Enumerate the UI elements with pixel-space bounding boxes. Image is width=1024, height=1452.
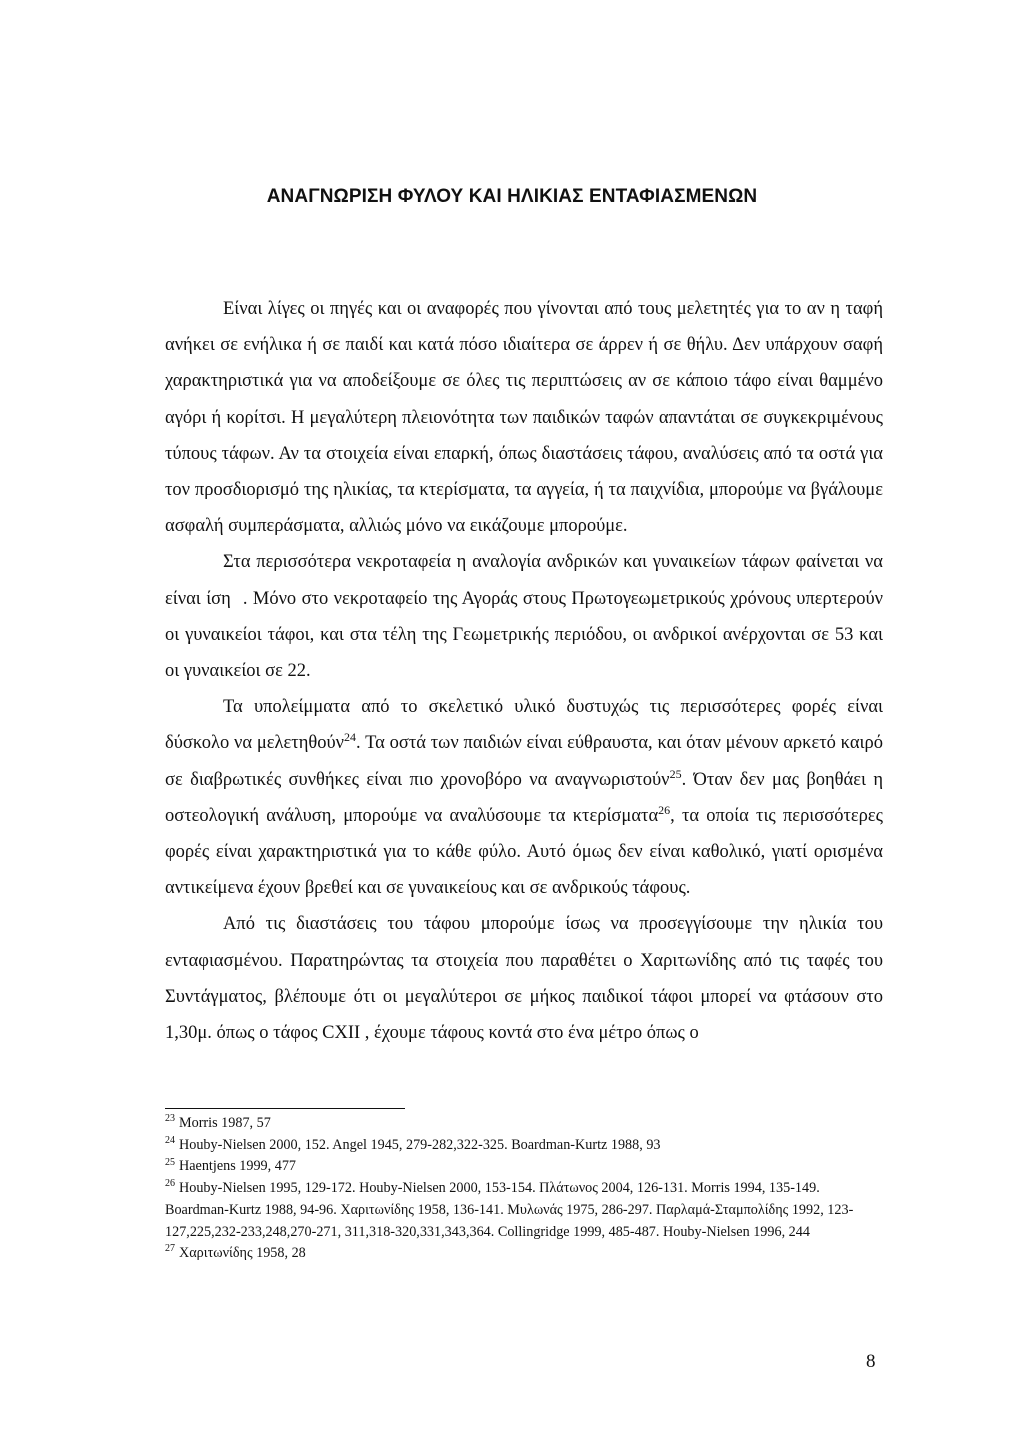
footnote-ref[interactable]: 23 [230, 585, 243, 600]
text-span: . Τα οστά των παιδιών είναι εύθραυστα, και όταν μένουν αρκετό καιρό σε διαβρωτικές συνθήκες είναι πιο χρονοβόρο να αναγνωριστούν [165, 733, 883, 790]
footnote-number: 25 [165, 1156, 175, 1168]
text-span: , τα οποία τις περισσότερες φορές είναι χαρακτηριστικά για το κάθε φύλο. Αυτό όμως δεν είναι καθολικό, γιατί ορισμένα αντικείμενα έχουν βρεθεί και σε γυναικείους και σε ανδρικούς τάφους. [165, 805, 883, 899]
footnote-ref[interactable]: 24 [344, 730, 357, 745]
footnote-number: 24 [165, 1134, 175, 1146]
footnote [165, 1135, 885, 1157]
page-title: ΑΝΑΓΝΩΡΙΣΗ ΦΥΛΟΥ ΚΑΙ ΗΛΙΚΙΑΣ ΕΝΤΑΦΙΑΣΜΕΝΩΝ [266, 186, 758, 207]
text-span: Τα υπολείμματα από το σκελετικό υλικό δυστυχώς τις περισσότερες φορές είναι δύσκολο να μελετηθούν [165, 697, 883, 754]
footnote-ref[interactable]: 25 [669, 766, 682, 781]
paragraph [165, 689, 883, 906]
footnote [165, 1178, 885, 1243]
footnote-text: Morris 1987, 57 [179, 1115, 271, 1131]
footnote-text: Houby-Nielsen 2000, 152. Angel 1945, 279-282,322-325. Boardman-Kurtz 1988, 93 [179, 1136, 661, 1153]
footnote-text: Haentjens 1999, 477 [179, 1158, 297, 1175]
page-number: 8 [866, 1351, 876, 1372]
text-span: Στα περισσότερα νεκροταφεία η αναλογία ανδρικών και γυναικείων τάφων φαίνεται να είναι ίση [165, 552, 883, 609]
paragraph [165, 544, 883, 689]
footnote-text: Houby-Nielsen 1995, 129-172. Houby-Nielsen 2000, 153-154. Πλάτωνος 2004, 126-131. Morris 1994, 135-149. Boardman-Kurtz 1988, 94-96. Χαριτωνίδης 1958, 136-141. Μυλωνάς 1975, 286-297. Παρλαμά-Σταμπολίδης 1992, 123-127,225,232-233,248,270-271, 311,318-320,331,343,364. Collingridge 1999, 485-487. Houby-Nielsen 1996, 244 [165, 1180, 854, 1240]
paragraph: Από τις διαστάσεις του τάφου μπορούμε ίσως να προσεγγίσουμε την ηλικία του ενταφιασμένου. Παρατηρώντας τα στοιχεία που παραθέτει ο Χαριτωνίδης από τις ταφές του Συντάγματος, βλέπουμε ότι οι μεγαλύτεροι σε μήκος παιδικοί τάφοι μπορεί να φτάσουν στο 1,30μ. όπως ο τάφος CXII , έχουμε τάφους κοντά στο ένα μέτρο όπως ο [165, 914, 883, 1044]
footnote-separator [165, 1108, 405, 1109]
main-text [165, 291, 883, 1051]
paragraph: Είναι λίγες οι πηγές και οι αναφορές που γίνονται από τους μελετητές για το αν η ταφή ανήκει σε ενήλικα ή σε παιδί και κατά πόσο ιδιαίτερα σε άρρεν ή σε θήλυ. Δεν υπάρχουν σαφή χαρακτηριστικά για να αποδείξουμε σε όλες τις περιπτώσεις αν σε κάποιο τάφο είναι θαμμένο αγόρι ή κορίτσι. Η μεγαλύτερη πλειονότητα των παιδικών ταφών απαντάται σε συγκεκριμένους τύπους τάφων. Αν τα στοιχεία είναι επαρκή, όπως διαστάσεις τάφου, αναλύσεις από τα οστά για τον προσδιορισμό της ηλικίας, τα κτερίσματα, τα αγγεία, ή τα παιχνίδια, μπορούμε να βγάλουμε ασφαλή συμπεράσματα, αλλιώς μόνο να εικάζουμε μπορούμε. [165, 299, 883, 537]
footnotes [165, 1113, 885, 1265]
text-span: . Μόνο στο νεκροταφείο της Αγοράς στους Πρωτογεωμετρικούς χρόνους υπερτερούν οι γυναικείοι τάφοι, και στα τέλη της Γεωμετρικής περιόδου, οι ανδρικοί ανέρχονται σε 53 και οι γυναικείοι σε 22. [165, 588, 883, 682]
footnote-text: Χαριτωνίδης 1958, 28 [179, 1245, 306, 1262]
footnote [165, 1156, 885, 1178]
footnote-ref[interactable]: 26 [658, 802, 671, 817]
footnote-number: 27 [165, 1243, 175, 1255]
footnote [165, 1243, 885, 1265]
footnote-number: 23 [165, 1113, 175, 1125]
footnote [165, 1113, 885, 1135]
text-span: . Όταν δεν μας βοηθάει η οστεολογική ανάλυση, μπορούμε να αναλύσουμε τα κτερίσματα [165, 769, 884, 826]
footnote-number: 26 [165, 1178, 175, 1190]
